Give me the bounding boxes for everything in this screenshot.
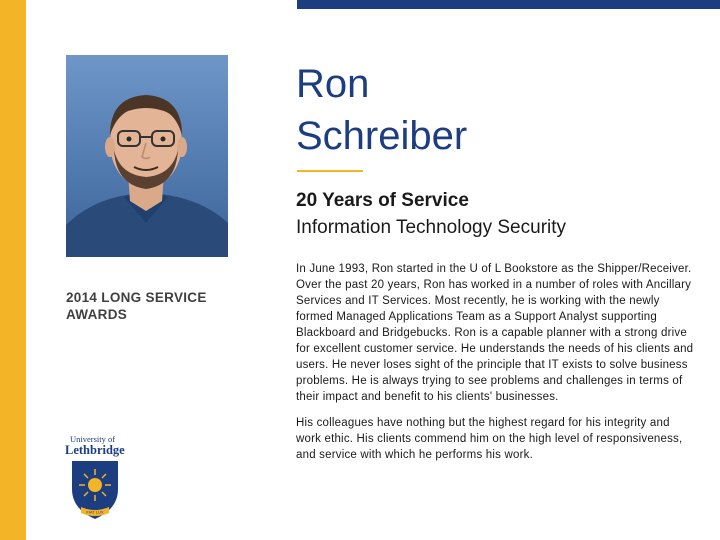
portrait-illustration [66,55,228,257]
biography [296,261,694,473]
department: Information Technology Security [296,217,567,238]
logo-university-of: University of [70,434,116,444]
bio-paragraph-1: In June 1993, Ron started in the U of L Bookstore as the Shipper/Receiver. Over the past 20 years, Ron has worked in a number of roles with Ancillary Services and IT Services. Most recently, he is working with the newly formed Managed Applications Team as a Support Analyst supporting Blackboard and Bridgebucks. Ron is a capable planner with a strong drive for excellent customer service. He understands the needs of his clients and users. He never loses sight of the principle that IT exists to solve business problems. He is always trying to see problems and challenges in terms of their impact and benefit to his clients' businesses. [296,263,694,403]
last-name: Schreiber [296,114,468,158]
first-name: Ron [296,62,370,106]
crest-icon [69,459,121,523]
logo-banner-text: FIAT LUX [86,509,104,515]
portrait-photo [66,55,228,257]
honoree-name [296,58,467,162]
university-logo [64,435,126,525]
gold-divider [297,170,363,172]
left-accent-bar [0,0,26,540]
top-accent-bar [297,0,720,9]
years-of-service: 20 Years of Service [296,190,469,211]
awards-label: 2014 LONG SERVICE AWARDS [66,290,207,322]
logo-lethbridge: Lethbridge [65,443,125,457]
bio-paragraph-2: His colleagues have nothing but the highest regard for his integrity and work ethic. His clients commend him on the high level of responsiveness, and service with which he performs his work. [296,417,683,461]
